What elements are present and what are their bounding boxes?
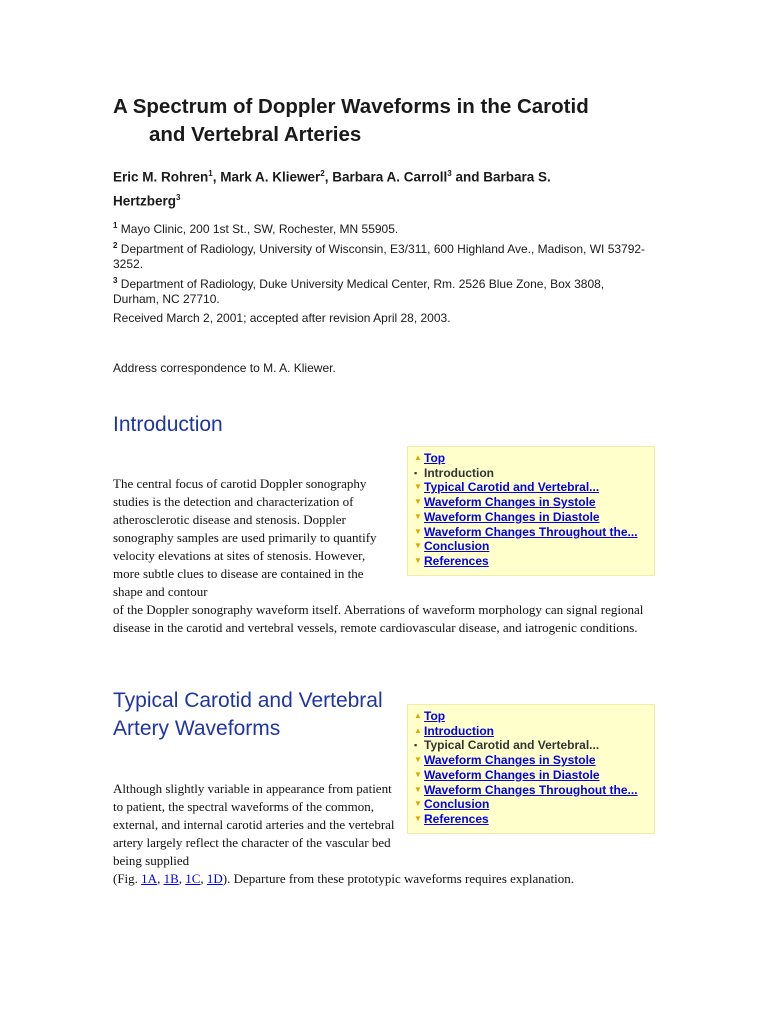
fig-prefix: (Fig. bbox=[113, 871, 142, 886]
toc-item-waveform-changes-in-diastole[interactable] bbox=[414, 510, 648, 525]
toc-item-top[interactable] bbox=[414, 451, 648, 466]
affiliation-text: Department of Radiology, University of Wisconsin, E3/311, 600 Highland Ave., Madison, WI 53792-3252. bbox=[113, 241, 646, 271]
correspondence-address: Address correspondence to M. A. Kliewer. bbox=[113, 361, 336, 375]
up-arrow-icon: ▲ bbox=[414, 725, 422, 735]
toc-item-conclusion[interactable] bbox=[414, 539, 648, 554]
author-joiner: and bbox=[451, 169, 484, 185]
fig-sep: , bbox=[178, 871, 186, 886]
toc-item-typical-carotid-and-vertebral[interactable] bbox=[414, 480, 648, 495]
affiliation-number: 3 bbox=[113, 275, 118, 285]
current-bullet-icon: ▪ bbox=[414, 740, 418, 751]
article-title bbox=[113, 93, 673, 149]
affiliation-text: Department of Radiology, Duke University Medical Center, Rm. 2526 Blue Zone, Box 3808, Durham, NC 27710. bbox=[113, 276, 605, 306]
toc-link[interactable]: Waveform Changes in Diastole bbox=[424, 509, 600, 524]
toc-item-waveform-changes-in-diastole[interactable] bbox=[414, 768, 648, 783]
author-list: Eric M. Rohren$^1$, Mark A. Kliewer$^2$, Barbara A. Carroll$^3$ and Barbara S. Hertzberg$^3$ bbox=[113, 169, 551, 208]
received-date: Received March 2, 2001; accepted after revision April 28, 2003. bbox=[113, 311, 451, 325]
affiliation-item bbox=[113, 218, 653, 238]
toc-item-typical-carotid-and-vertebral bbox=[414, 738, 648, 753]
title-line-1: A Spectrum of Doppler Waveforms in the Carotid bbox=[113, 95, 589, 118]
toc-item-conclusion[interactable] bbox=[414, 797, 648, 812]
down-arrow-icon: ▼ bbox=[414, 769, 422, 779]
current-bullet-icon: ▪ bbox=[414, 467, 418, 478]
toc-item-references[interactable] bbox=[414, 554, 648, 569]
heading-line: Artery Waveforms bbox=[113, 717, 281, 740]
fig-sep: , bbox=[157, 871, 164, 886]
figure-link-1d[interactable]: 1D bbox=[206, 871, 223, 886]
toc-item-references[interactable] bbox=[414, 812, 648, 827]
down-arrow-icon: ▼ bbox=[414, 555, 422, 565]
author-name: Hertzberg bbox=[113, 193, 177, 208]
toc-item-waveform-changes-in-systole[interactable] bbox=[414, 753, 648, 768]
section-heading-introduction: Introduction bbox=[113, 413, 223, 436]
down-arrow-icon: ▼ bbox=[414, 799, 422, 809]
toc-link[interactable]: Waveform Changes in Systole bbox=[424, 753, 596, 768]
typical-paragraph-wrapped: Although slightly variable in appearance from patient to patient, the spectral waveforms of the common, external, and internal carotid arteries and the vertebral artery largely reflect the character of the vascular bed being supplied bbox=[113, 781, 395, 868]
affiliation-list bbox=[113, 218, 653, 308]
toc-item-waveform-changes-in-systole[interactable] bbox=[414, 495, 648, 510]
section-nav-box bbox=[407, 704, 655, 834]
intro-paragraph-continued: of the Doppler sonography waveform itself. Aberrations of waveform morphology can signal regional disease in the carotid and vertebral vessels, remote cardiovascular disease, and iatrogenic conditions. bbox=[113, 602, 644, 635]
figure-reference-line bbox=[113, 870, 673, 888]
up-arrow-icon: ▲ bbox=[414, 711, 422, 720]
author-name: Barbara S. bbox=[483, 169, 551, 185]
heading-line: Typical Carotid and Vertebral bbox=[113, 689, 383, 712]
author-affil-mark: 3 bbox=[447, 169, 452, 178]
toc-item-introduction bbox=[414, 466, 648, 481]
title-line-2: and Vertebral Arteries bbox=[149, 123, 362, 146]
affiliation-number: 1 bbox=[113, 221, 118, 230]
author-name: Barbara A. Carroll bbox=[332, 169, 448, 185]
author-affil-mark: 3 bbox=[176, 192, 181, 202]
section-heading-typical-waveforms bbox=[113, 687, 383, 743]
down-arrow-icon: ▼ bbox=[414, 482, 422, 492]
toc-current-label: Typical Carotid and Vertebral... bbox=[424, 738, 600, 753]
toc-link[interactable]: References bbox=[424, 811, 489, 826]
toc-link[interactable]: Conclusion bbox=[424, 797, 490, 812]
down-arrow-icon: ▼ bbox=[414, 813, 422, 823]
down-arrow-icon: ▼ bbox=[414, 541, 422, 551]
author-affil-mark: 2 bbox=[320, 169, 325, 178]
figure-link-1b[interactable]: 1B bbox=[163, 871, 179, 886]
affiliation-item bbox=[113, 238, 653, 273]
author-affil-mark: 1 bbox=[208, 169, 213, 178]
down-arrow-icon: ▼ bbox=[414, 497, 422, 507]
toc-item-top[interactable] bbox=[414, 709, 648, 724]
intro-paragraph-wrapped: The central focus of carotid Doppler sonography studies is the detection and characterization of atherosclerotic disease and stenosis. Doppler sonography samples are used primarily to quantify velocity elevations at sites of stenosis. However, more subtle clues to disease are contained in the shape and contour bbox=[113, 476, 377, 599]
fig-suffix: ). Departure from these prototypic waveforms requires explanation. bbox=[222, 871, 575, 886]
toc-link[interactable]: Waveform Changes Throughout the... bbox=[424, 782, 638, 797]
toc-link[interactable]: Waveform Changes in Systole bbox=[424, 495, 596, 510]
toc-link[interactable]: Waveform Changes in Diastole bbox=[424, 767, 600, 782]
toc-item-waveform-changes-throughout-the[interactable] bbox=[414, 525, 648, 540]
toc-link[interactable]: References bbox=[424, 553, 489, 568]
toc-link[interactable]: Typical Carotid and Vertebral... bbox=[424, 480, 600, 495]
fig-sep: , bbox=[200, 871, 207, 886]
toc-item-introduction[interactable] bbox=[414, 724, 648, 739]
toc-link[interactable]: Introduction bbox=[424, 723, 494, 738]
affiliation-text: Mayo Clinic, 200 1st St., SW, Rochester, MN 55905. bbox=[117, 222, 399, 236]
down-arrow-icon: ▼ bbox=[414, 755, 422, 765]
toc-item-waveform-changes-throughout-the[interactable] bbox=[414, 783, 648, 798]
affiliation-number: 2 bbox=[113, 240, 118, 250]
author-name: Mark A. Kliewer bbox=[220, 169, 321, 185]
figure-link-1c[interactable]: 1C bbox=[185, 871, 201, 886]
down-arrow-icon: ▼ bbox=[414, 526, 422, 536]
section-nav-box bbox=[407, 446, 655, 576]
up-arrow-icon: ▲ bbox=[414, 453, 422, 462]
down-arrow-icon: ▼ bbox=[414, 511, 422, 521]
toc-link[interactable]: Top bbox=[424, 709, 446, 723]
toc-link[interactable]: Conclusion bbox=[424, 539, 490, 554]
down-arrow-icon: ▼ bbox=[414, 784, 422, 794]
author-name: Eric M. Rohren bbox=[113, 169, 209, 185]
toc-current-label: Introduction bbox=[424, 465, 494, 480]
toc-link[interactable]: Waveform Changes Throughout the... bbox=[424, 524, 638, 539]
affiliation-item bbox=[113, 273, 653, 308]
figure-link-1a[interactable]: 1A bbox=[141, 871, 158, 886]
toc-link[interactable]: Top bbox=[424, 451, 446, 465]
